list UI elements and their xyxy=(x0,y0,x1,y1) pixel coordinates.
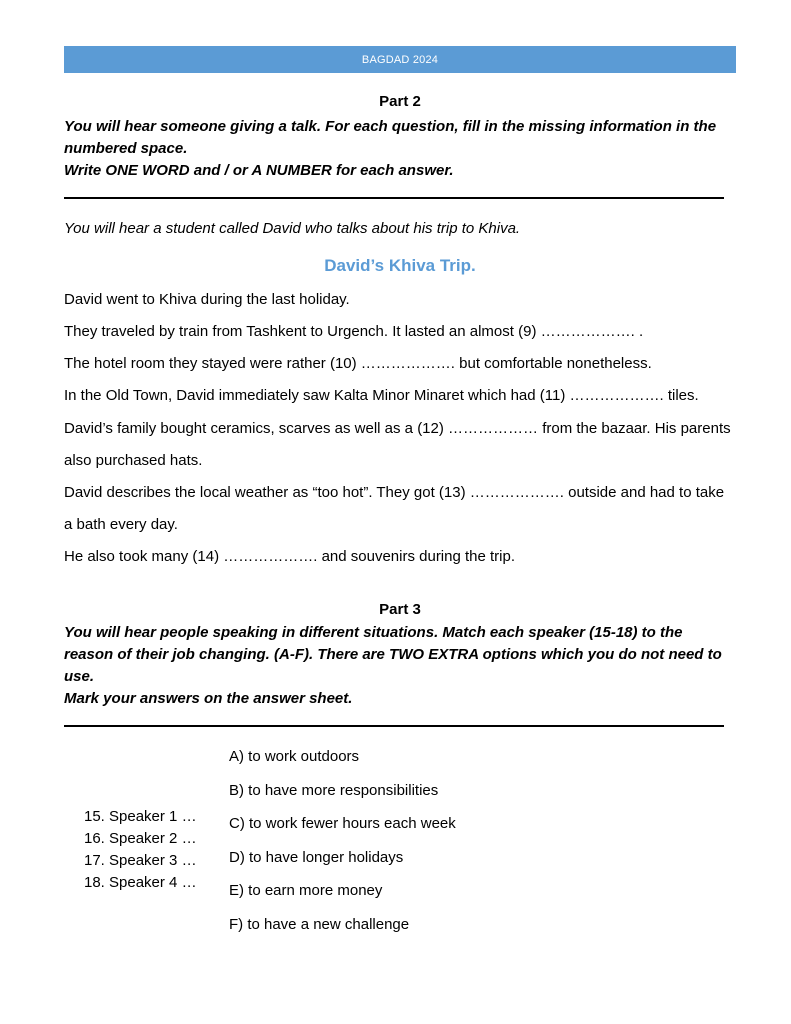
option-item: B) to have more responsibilities xyxy=(229,781,439,799)
instruction-line: You will hear someone giving a talk. For each question, fill in the missing information in the xyxy=(64,118,717,135)
passage-title: David’s Khiva Trip. xyxy=(324,256,476,275)
passage-line: He also took many (14) ………………. and souvenirs during the trip. xyxy=(64,548,516,565)
instruction-line: Write ONE WORD and / or A NUMBER for each answer. xyxy=(64,162,454,179)
divider xyxy=(64,197,724,199)
passage-line: a bath every day. xyxy=(64,516,178,533)
passage-line: David describes the local weather as “too hot”. They got (13) ………………. outside and had to take xyxy=(64,484,725,501)
speaker-item: 16. Speaker 2 … xyxy=(84,830,197,847)
option-item: A) to work outdoors xyxy=(229,748,360,765)
divider xyxy=(64,725,724,727)
option-list xyxy=(229,748,456,949)
passage-line: David went to Khiva during the last holiday. xyxy=(64,291,350,308)
instruction-line: numbered space. xyxy=(64,140,188,157)
part3-heading: Part 3 xyxy=(379,601,421,618)
speaker-item: 15. Speaker 1 … xyxy=(84,808,197,825)
part3-instructions xyxy=(64,622,736,710)
part2-heading: Part 2 xyxy=(379,93,421,110)
passage-line: also purchased hats. xyxy=(64,452,203,469)
passage-line: In the Old Town, David immediately saw Kalta Minor Minaret which had (11) ………………. tiles. xyxy=(64,387,699,404)
passage-line: David’s family bought ceramics, scarves as well as a (12) ……………… from the bazaar. His parents xyxy=(64,420,731,437)
instruction-line: Mark your answers on the answer sheet. xyxy=(64,690,353,707)
instruction-line: use. xyxy=(64,668,95,685)
option-item: D) to have longer holidays xyxy=(229,848,404,866)
speaker-item: 18. Speaker 4 … xyxy=(84,874,197,891)
option-item: E) to earn more money xyxy=(229,882,383,899)
speaker-item: 17. Speaker 3 … xyxy=(84,852,197,869)
passage-line: They traveled by train from Tashkent to Urgench. It lasted an almost (9) ………………. . xyxy=(64,323,644,340)
option-item: C) to work fewer hours each week xyxy=(229,815,456,832)
header-banner: BAGDAD 2024 xyxy=(64,46,736,73)
part2-intro: You will hear a student called David who talks about his trip to Khiva. xyxy=(64,220,521,237)
option-item: F) to have a new challenge xyxy=(229,915,410,933)
instruction-line: reason of their job changing. (A-F). There are TWO EXTRA options which you do not need to xyxy=(64,646,722,663)
passage-line: The hotel room they stayed were rather (10) ………………. but comfortable nonetheless. xyxy=(64,355,652,372)
part2-instructions xyxy=(64,116,736,182)
speaker-list xyxy=(84,806,197,894)
instruction-line: You will hear people speaking in different situations. Match each speaker (15-18) to the xyxy=(64,624,683,641)
